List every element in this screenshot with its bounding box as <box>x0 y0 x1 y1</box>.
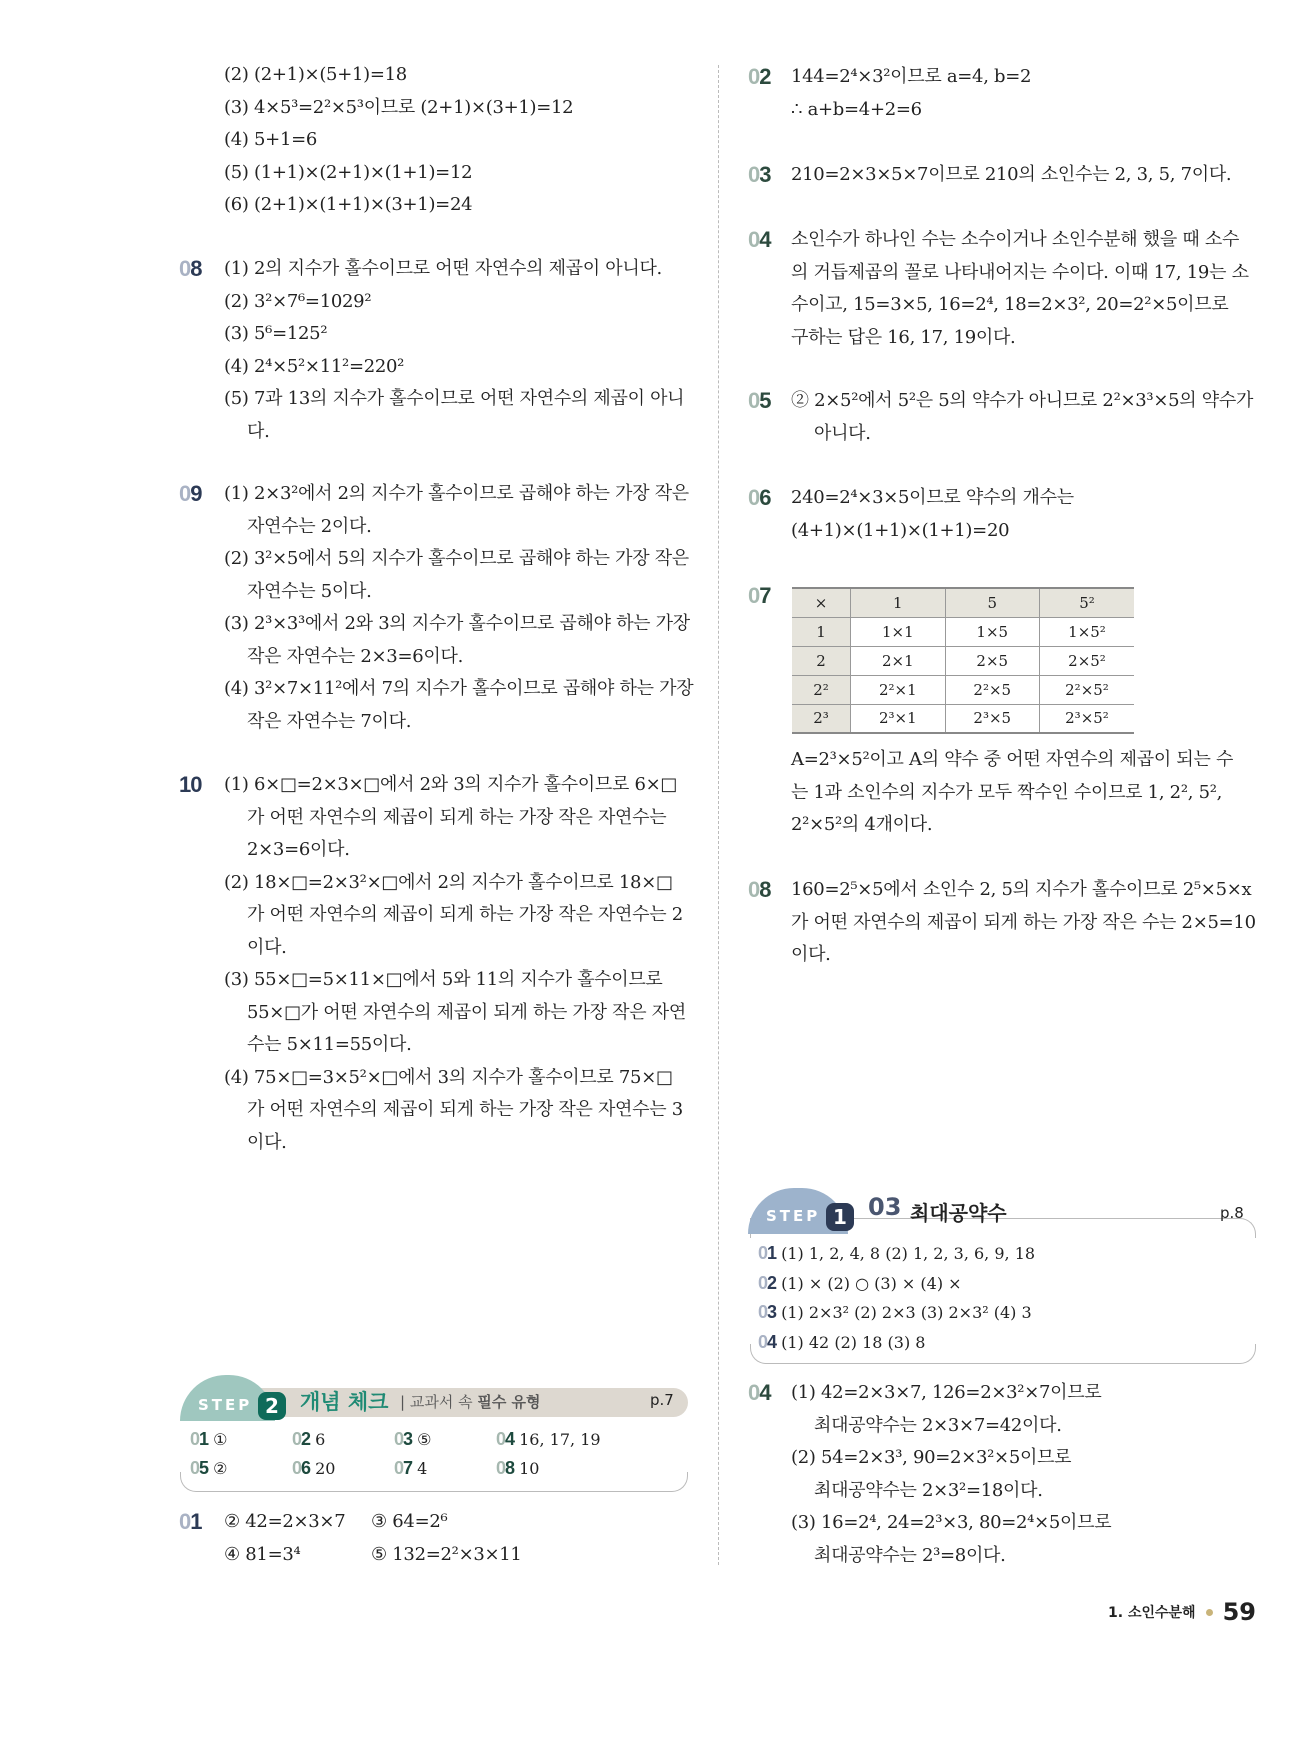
table-row <box>792 704 1134 733</box>
answer-text: ⑤ 132=2²×3×11 <box>371 1543 522 1565</box>
text-line: 이다. <box>791 944 831 965</box>
text-line: (3) 55×□=5×11×□에서 5와 11의 지수가 홀수이므로 <box>224 969 663 990</box>
table-cell: 2 <box>792 646 851 675</box>
text-line: 가 어떤 자연수의 제곱이 되게 하는 가장 작은 자연수는 <box>247 806 667 828</box>
item-number: 05 <box>748 388 771 413</box>
answer-number: 01 <box>190 1429 209 1449</box>
table-cell: 1×5² <box>1039 617 1134 646</box>
section-title: 최대공약수 <box>910 1201 1007 1225</box>
answer-number: 03 <box>394 1429 413 1449</box>
step-label: STEP <box>198 1396 253 1414</box>
table-row <box>792 617 1134 646</box>
answer-value: 20 <box>315 1459 336 1478</box>
text-line: 210=2×3×5×7이므로 210의 소인수는 2, 3, 5, 7이다. <box>791 164 1232 185</box>
answer-number: 04 <box>496 1429 515 1449</box>
answer-value: (1) 42 (2) 18 (3) 8 <box>781 1332 926 1352</box>
divisor-table <box>792 587 1134 734</box>
text-line: (3) 2³×3³에서 2와 3의 지수가 홀수이므로 곱해야 하는 가장 <box>224 613 690 634</box>
table-header-cell: 1 <box>851 588 945 617</box>
page-number: 59 <box>1222 1598 1256 1626</box>
answer-number: 02 <box>758 1272 777 1293</box>
table-cell: 2×1 <box>851 646 945 675</box>
answer-number: 06 <box>292 1458 311 1478</box>
text-line: (3) 4×5³=2²×5³이므로 (2+1)×(3+1)=12 <box>224 96 574 118</box>
item-number: 01 <box>179 1509 202 1534</box>
answer-number: 07 <box>394 1458 413 1478</box>
answer-item <box>496 1426 601 1453</box>
text-line: (6) (2+1)×(1+1)×(3+1)=24 <box>224 194 473 215</box>
answer-text: ④ 81=3⁴ <box>224 1543 301 1565</box>
table-header-cell: 5 <box>945 588 1039 617</box>
text-line: 가 어떤 자연수의 제곱이 되게 하는 가장 작은 자연수는 3 <box>247 1099 683 1120</box>
table-cell: 1 <box>792 617 851 646</box>
text-line: 144=2⁴×3²이므로 a=4, b=2 <box>791 66 1032 87</box>
table-cell: 2³ <box>792 704 851 733</box>
answer-text: ② 42=2×3×7 <box>224 1511 346 1532</box>
table-row <box>792 675 1134 704</box>
answer-value: (1) 1, 2, 4, 8 (2) 1, 2, 3, 6, 9, 18 <box>781 1244 1036 1263</box>
text-line: (4) 75×□=3×5²×□에서 3의 지수가 홀수이므로 75×□ <box>224 1066 673 1088</box>
text-line: (4) 3²×7×11²에서 7의 지수가 홀수이므로 곱해야 하는 가장 <box>224 678 694 699</box>
table-cell: 2²×1 <box>851 675 945 704</box>
text-line: ② 2×5²에서 5²은 5의 약수가 아니므로 2²×3³×5의 약수가 <box>791 390 1254 411</box>
column-divider <box>718 65 719 1565</box>
text-line: (1) 2의 지수가 홀수이므로 어떤 자연수의 제곱이 아니다. <box>224 258 662 279</box>
text-line: 자연수는 2이다. <box>247 515 372 537</box>
item-number: 08 <box>179 256 202 281</box>
text-line: 이다. <box>247 936 287 958</box>
text-line: A=2³×5²이고 A의 약수 중 어떤 자연수의 제곱이 되는 수 <box>791 749 1234 770</box>
text-line: 수이고, 15=3×5, 16=2⁴, 18=2×3², 20=2²×5이므로 <box>791 294 1229 315</box>
answer-item <box>758 1299 1032 1326</box>
page-ref: p.8 <box>1220 1204 1244 1222</box>
table-header-cell: 5² <box>1039 588 1134 617</box>
text-line: 자연수는 5이다. <box>247 580 372 602</box>
text-line: 최대공약수는 2³=8이다. <box>814 1544 1006 1566</box>
item-number: 03 <box>748 162 771 187</box>
text-line: 이다. <box>247 1131 287 1153</box>
step-number: 2 <box>258 1392 286 1420</box>
answer-number: 08 <box>496 1458 515 1478</box>
page-footer <box>1108 1598 1256 1626</box>
text-line: (4+1)×(1+1)×(1+1)=20 <box>791 519 1010 541</box>
answer-box-border <box>750 1344 1256 1364</box>
table-header-cell: × <box>792 588 851 617</box>
answer-number: 05 <box>190 1458 209 1478</box>
answer-value: 16, 17, 19 <box>519 1430 601 1449</box>
section-title: 개념 체크 <box>300 1390 389 1414</box>
answer-item <box>292 1426 325 1453</box>
table-row <box>792 646 1134 675</box>
answer-box-border <box>180 1472 688 1492</box>
text-line: 는 1과 소인수의 지수가 모두 짝수인 수이므로 1, 2², 5², <box>791 781 1223 803</box>
table-cell: 2×5 <box>945 646 1039 675</box>
dot-icon <box>1206 1609 1213 1616</box>
text-line: (2) 54=2×3³, 90=2×3²×5이므로 <box>791 1447 1072 1468</box>
text-line: (2) (2+1)×(5+1)=18 <box>224 64 407 85</box>
text-line: 240=2⁴×3×5이므로 약수의 개수는 <box>791 487 1074 508</box>
text-line: 수는 5×11=55이다. <box>247 1034 412 1055</box>
answer-value: 4 <box>417 1459 428 1478</box>
text-line: 아니다. <box>814 422 871 444</box>
text-line: (1) 6×□=2×3×□에서 2와 3의 지수가 홀수이므로 6×□ <box>224 774 678 795</box>
item-number: 07 <box>748 583 771 608</box>
text-line: (3) 5⁶=125² <box>224 323 328 344</box>
text-line: (4) 2⁴×5²×11²=220² <box>224 355 405 377</box>
text-line: 55×□가 어떤 자연수의 제곱이 되게 하는 가장 작은 자연 <box>247 1001 686 1023</box>
answer-value: 6 <box>315 1430 326 1449</box>
item-number: 06 <box>748 485 771 510</box>
text-line: 작은 자연수는 7이다. <box>247 710 412 732</box>
text-line: 가 어떤 자연수의 제곱이 되게 하는 가장 작은 수는 2×5=10 <box>791 911 1256 933</box>
answer-number: 01 <box>758 1243 777 1263</box>
answer-value: (1) × (2) ○ (3) × (4) × <box>781 1273 962 1293</box>
answer-value: ⑤ <box>417 1430 432 1449</box>
text-line: (3) 16=2⁴, 24=2³×3, 80=2⁴×5이므로 <box>791 1512 1112 1533</box>
answer-item <box>394 1426 431 1453</box>
table-row <box>792 588 1134 617</box>
answer-item <box>758 1240 1035 1267</box>
table-cell: 2³×5² <box>1039 704 1134 733</box>
text-line: (2) 3²×5에서 5의 지수가 홀수이므로 곱해야 하는 가장 작은 <box>224 548 689 569</box>
item-number: 10 <box>179 772 202 797</box>
text-line: 의 거듭제곱의 꼴로 나타내어지는 수이다. 이때 17, 19는 소 <box>791 261 1249 283</box>
chapter-label: 1. 소인수분해 <box>1108 1605 1196 1621</box>
table-cell: 1×1 <box>851 617 945 646</box>
subtitle: 교과서 속 <box>409 1393 473 1411</box>
text-line: 2²×5²의 4개이다. <box>791 814 933 835</box>
text-line: (5) (1+1)×(2+1)×(1+1)=12 <box>224 161 473 183</box>
answer-item <box>190 1426 227 1453</box>
text-line: 소인수가 하나인 수는 소수이거나 소인수분해 했을 때 소수 <box>791 229 1240 250</box>
text-line: 최대공약수는 2×3²=18이다. <box>814 1479 1043 1501</box>
text-line: 구하는 답은 16, 17, 19이다. <box>791 326 1016 348</box>
text-line: (4) 5+1=6 <box>224 129 318 150</box>
answer-text: ③ 64=2⁶ <box>371 1511 448 1532</box>
text-line: 160=2⁵×5에서 소인수 2, 5의 지수가 홀수이므로 2⁵×5×x <box>791 879 1252 900</box>
text-line: ∴ a+b=4+2=6 <box>791 98 922 120</box>
table-cell: 2³×1 <box>851 704 945 733</box>
text-line: 가 어떤 자연수의 제곱이 되게 하는 가장 작은 자연수는 2 <box>247 904 683 925</box>
text-line: (2) 3²×7⁶=1029² <box>224 290 372 312</box>
text-line: (2) 18×□=2×3²×□에서 2의 지수가 홀수이므로 18×□ <box>224 871 673 893</box>
item-number: 04 <box>748 1380 771 1405</box>
text-line: (1) 42=2×3×7, 126=2×3²×7이므로 <box>791 1382 1102 1403</box>
text-line: 작은 자연수는 2×3=6이다. <box>247 645 463 667</box>
item-number: 09 <box>179 481 202 506</box>
answer-value: (1) 2×3² (2) 2×3 (3) 2×3² (4) 3 <box>781 1303 1032 1322</box>
item-number: 04 <box>748 227 771 252</box>
text-line: 2×3=6이다. <box>247 839 350 860</box>
item-number: 08 <box>748 877 771 902</box>
text-line: 최대공약수는 2×3×7=42이다. <box>814 1414 1062 1436</box>
answer-value: ② <box>213 1459 228 1478</box>
step-number: 1 <box>826 1203 854 1231</box>
page-ref: p.7 <box>650 1391 674 1409</box>
table-cell: 2×5² <box>1039 646 1134 675</box>
item-number: 02 <box>748 64 771 89</box>
answer-item <box>758 1270 962 1297</box>
table-cell: 1×5 <box>945 617 1039 646</box>
answer-number: 02 <box>292 1429 311 1449</box>
answer-number: 04 <box>758 1331 777 1352</box>
answer-value: 10 <box>519 1459 540 1478</box>
text-line: 다. <box>247 420 270 442</box>
table-cell: 2²×5 <box>945 675 1039 704</box>
answer-value: ① <box>213 1430 228 1449</box>
unit-number: 03 <box>868 1193 902 1221</box>
separator: | <box>400 1393 406 1411</box>
table-cell: 2²×5² <box>1039 675 1134 704</box>
subtitle-bold: 필수 유형 <box>477 1393 541 1411</box>
answer-number: 03 <box>758 1302 777 1322</box>
table-cell: 2³×5 <box>945 704 1039 733</box>
text-line: (5) 7과 13의 지수가 홀수이므로 어떤 자연수의 제곱이 아니 <box>224 388 685 409</box>
text-line: (1) 2×3²에서 2의 지수가 홀수이므로 곱해야 하는 가장 작은 <box>224 483 689 504</box>
table-cell: 2² <box>792 675 851 704</box>
step-label: STEP <box>766 1207 821 1225</box>
